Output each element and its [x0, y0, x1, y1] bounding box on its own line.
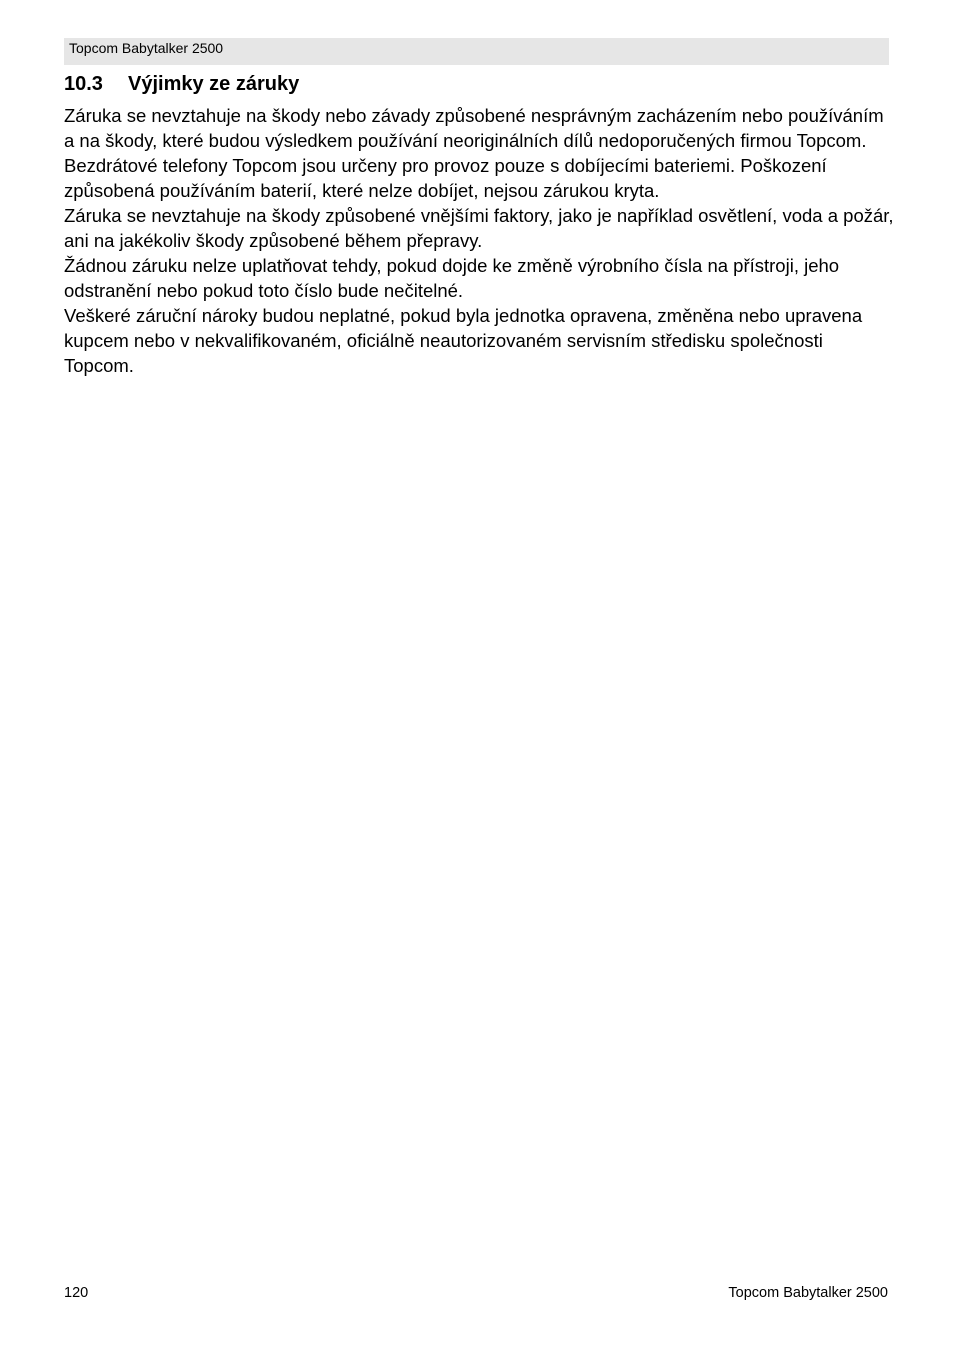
paragraph-external-factors: Záruka se nevztahuje na škody způsobené vnějšími faktory, jako je například osvětlení, voda a požár, ani na jakékoliv škody způsobené během přepravy.: [64, 205, 894, 251]
section-body: [64, 103, 894, 378]
footer-product-name: Topcom Babytalker 2500: [728, 1285, 888, 1301]
paragraph-serial-number: Žádnou záruku nelze uplatňovat tehdy, pokud dojde ke změně výrobního čísla na přístroji, jeho odstranění nebo pokud toto číslo bude nečitelné.: [64, 255, 840, 301]
paragraph-rechargeable-batteries: Bezdrátové telefony Topcom jsou určeny pro provoz pouze s dobíjecími bateriemi. Poškození způsobená používáním baterií, které nelze dobíjet, nejsou zárukou kryta.: [64, 155, 827, 201]
header-title: Topcom Babytalker 2500: [69, 40, 224, 56]
page-number: 120: [64, 1285, 89, 1301]
section-heading: [64, 70, 299, 98]
section-title: Výjimky ze záruky: [128, 73, 300, 95]
section-number: 10.3: [64, 73, 103, 95]
running-header: [64, 38, 889, 65]
paragraph-unauthorized-repair: Veškeré záruční nároky budou neplatné, pokud byla jednotka opravena, změněna nebo upravena kupcem nebo v nekvalifikovaném, oficiálně neautorizovaném servisním středisku společnosti Topcom.: [64, 305, 863, 376]
paragraph-warranty-misuse: Záruka se nevztahuje na škody nebo závady způsobené nesprávným zacházením nebo používáním a na škody, které budou výsledkem používání neoriginálních dílů nedoporučených firmou Topcom.: [64, 105, 884, 151]
